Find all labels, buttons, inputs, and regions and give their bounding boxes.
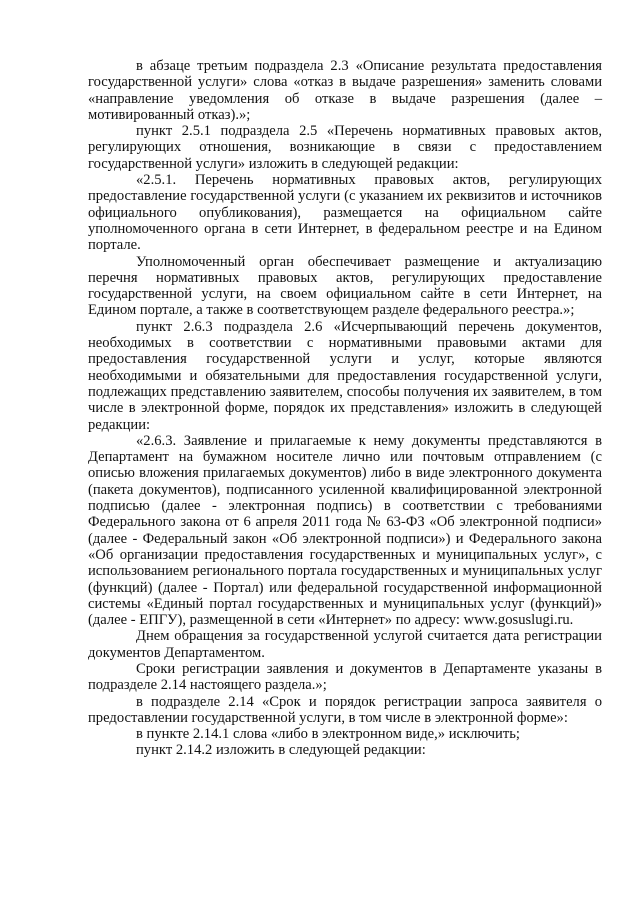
paragraph-registration-terms: Сроки регистрации заявления и документов в Департаменте указаны в подразделе 2.14 настоящего раздела.»;	[88, 660, 602, 694]
paragraph-item-2-5-1-text: «2.5.1. Перечень нормативных правовых актов, регулирующих предоставление государственной услуги (с указанием их реквизитов и источников официального опубликования), размещается на официальном сайте уполномоченного органа в сети Интернет, в федеральном реестре и на Едином портале.	[88, 172, 602, 254]
paragraph-section-2-3-amendment: в абзаце третьим подраздела 2.3 «Описание результата предоставления государственной услуги» слова «отказ в выдаче разрешения» заменить словами «направление уведомления об отказе в выдаче разрешения (далее – мотивированный отказ).»;	[88, 58, 602, 123]
paragraph-item-2-14-2: пункт 2.14.2 изложить в следующей редакции:	[136, 742, 426, 759]
paragraph-application-date: Днем обращения за государственной услугой считается дата регистрации документов Департаментом.	[88, 628, 602, 661]
paragraph-item-2-6-3-text: «2.6.3. Заявление и прилагаемые к нему документы представляются в Департамент на бумажном носителе лично или почтовым отправлением (с описью вложения прилагаемых документов) либо в виде электронного документа (пакета документов), подписанного усиленной квалифицированной электронной подписью (далее - электронная подпись) в соответствии с требованиями Федерального закона от 6 апреля 2011 года № 63-ФЗ «Об электронной подписи» (далее - Федеральный закон «Об электронной подписи») и Федерального закона «Об организации предоставления государственных и муниципальных услуг», с использованием регионального портала государственных и муниципальных услуг (функций) (далее - Портал) или федеральной государственной информационной системы «Единый портал государственных и муниципальных услуг (функций)» (далее - ЕПГУ), размещенной в сети «Интернет» по адресу: www.gosuslugi.ru.	[88, 432, 602, 629]
paragraph-item-2-5-1-intro: пункт 2.5.1 подраздела 2.5 «Перечень нормативных правовых актов, регулирующих отношения, возникающие в связи с предоставлением государственной услуги» изложить в следующей редакции:	[88, 123, 602, 172]
paragraph-section-2-14-intro: в подразделе 2.14 «Срок и порядок регистрации запроса заявителя о предоставлении государственной услуги, в том числе в электронной форме»:	[88, 693, 602, 726]
paragraph-item-2-14-1: в пункте 2.14.1 слова «либо в электронном виде,» исключить;	[136, 726, 520, 743]
paragraph-authorized-body: Уполномоченный орган обеспечивает размещение и актуализацию перечня нормативных правовых актов, регулирующих предоставление государственной услуги, на своем официальном сайте в сети Интернет, на Едином портале, а также в соответствующем разделе федерального реестра.»;	[88, 253, 602, 319]
document-body	[88, 58, 602, 759]
paragraph-item-2-6-3-intro: пункт 2.6.3 подраздела 2.6 «Исчерпывающий перечень документов, необходимых в соответствии с нормативными правовыми актами для предоставления государственной услуги и услуг, которые являются необходимыми и обязательными для предоставления государственной услуги, подлежащих представлению заявителем, способы получения их заявителем, в том числе в электронной форме, порядок их представления» изложить в следующей редакции:	[88, 318, 602, 433]
